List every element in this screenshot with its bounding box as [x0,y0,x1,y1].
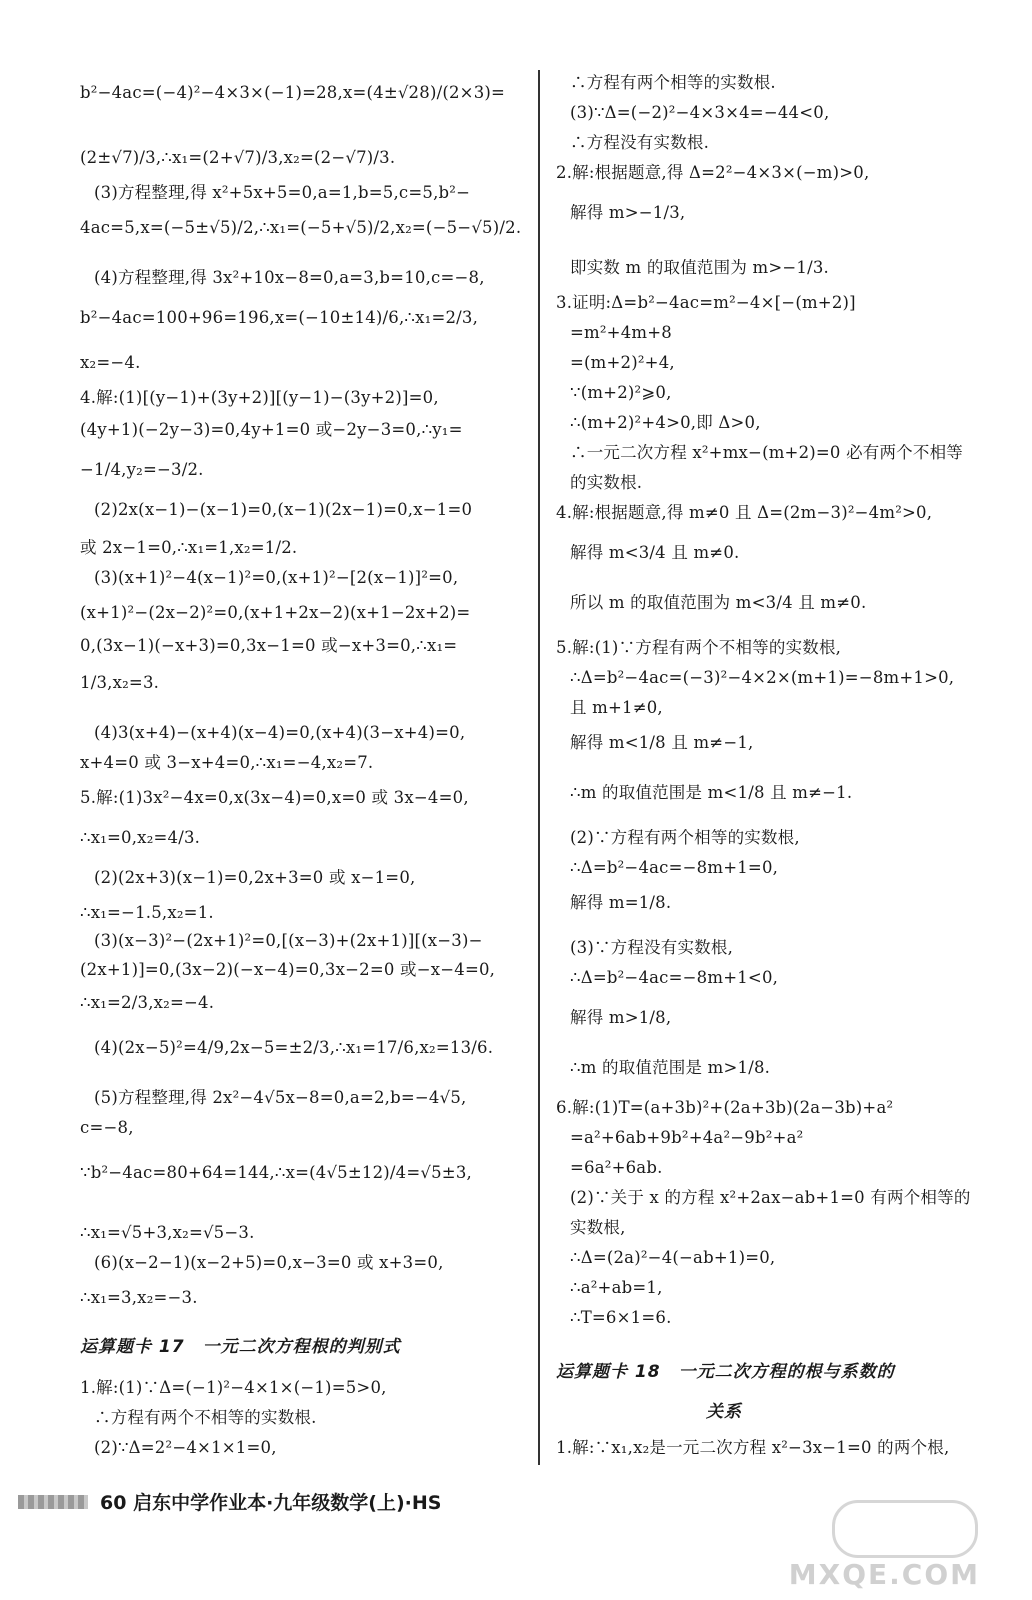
right-line: =m²+4m+8 [570,323,672,342]
left-line: ∴x₁=3,x₂=−3. [80,1288,198,1307]
right-line: 的实数根. [570,473,643,492]
left-line: (4)3(x+4)−(x+4)(x−4)=0,(x+4)(3−x+4)=0, [94,723,466,742]
left-line: (x+1)²−(2x−2)²=0,(x+1+2x−2)(x+1−2x+2)= [80,603,471,622]
left-line: x₂=−4. [80,353,141,372]
footer-title [100,1488,441,1515]
right-line: 解得 m<3/4 且 m≠0. [570,543,740,562]
right-line: ∴Δ=(2a)²−4(−ab+1)=0, [570,1248,776,1267]
right-line: 2.解:根据题意,得 Δ=2²−4×3×(−m)>0, [556,163,870,182]
right-line: ∴T=6×1=6. [570,1308,672,1327]
left-line: (6)(x−2−1)(x−2+5)=0,x−3=0 或 x+3=0, [94,1253,444,1272]
right-line: =a²+6ab+9b²+4a²−9b²+a² [570,1128,804,1147]
right-line: ∴Δ=b²−4ac=−8m+1<0, [570,968,779,987]
left-line: ∴x₁=2/3,x₂=−4. [80,993,215,1012]
right-line: 解得 m<1/8 且 m≠−1, [570,733,754,752]
right-line: 即实数 m 的取值范围为 m>−1/3. [570,258,829,277]
right-line: 5.解:(1)∵方程有两个不相等的实数根, [556,638,842,657]
left-line: ∴x₁=0,x₂=4/3. [80,828,201,847]
left-line: (4y+1)(−2y−3)=0,4y+1=0 或−2y−3=0,∴y₁= [80,420,463,439]
left-line: ∴方程有两个不相等的实数根. [94,1408,317,1427]
left-line: 0,(3x−1)(−x+3)=0,3x−1=0 或−x+3=0,∴x₁= [80,636,458,655]
left-line: 5.解:(1)3x²−4x=0,x(3x−4)=0,x=0 或 3x−4=0, [80,788,469,807]
left-line: ∴x₁=√5+3,x₂=√5−3. [80,1223,255,1242]
right-line: (3)∵方程没有实数根, [570,938,734,957]
right-line: ∴m 的取值范围是 m>1/8. [570,1058,771,1077]
right-line: 所以 m 的取值范围为 m<3/4 且 m≠0. [570,593,867,612]
left-line: 1.解:(1)∵Δ=(−1)²−4×1×(−1)=5>0, [80,1378,387,1397]
left-line: (4)(2x−5)²=4/9,2x−5=±2/3,∴x₁=17/6,x₂=13/6. [94,1038,494,1057]
left-line: ∵b²−4ac=80+64=144,∴x=(4√5±12)/4=√5±3, [80,1163,472,1182]
watermark-text: MXQE.COM [788,1558,980,1591]
right-line: ∴一元二次方程 x²+mx−(m+2)=0 必有两个不相等 [570,443,963,462]
right-line: 4.解:根据题意,得 m≠0 且 Δ=(2m−3)²−4m²>0, [556,503,933,522]
right-line: ∵(m+2)²⩾0, [570,383,672,402]
left-line: (4)方程整理,得 3x²+10x−8=0,a=3,b=10,c=−8, [94,268,485,287]
watermark [788,1500,1002,1591]
right-line: 6.解:(1)T=(a+3b)²+(2a+3b)(2a−3b)+a² [556,1098,894,1117]
left-line: c=−8, [80,1118,134,1137]
left-line: (2)2x(x−1)−(x−1)=0,(x−1)(2x−1)=0,x−1=0 [94,500,473,519]
right-line: (3)∵Δ=(−2)²−4×3×4=−44<0, [570,103,830,122]
section-heading-17: 运算题卡 17 一元二次方程根的判别式 [80,1337,401,1357]
right-line: =6a²+6ab. [570,1158,663,1177]
footer-decoration [18,1495,88,1509]
column-divider [538,70,540,1465]
left-line: x+4=0 或 3−x+4=0,∴x₁=−4,x₂=7. [80,753,374,772]
right-line: 解得 m=1/8. [570,893,672,912]
page-number: 60 [100,1492,127,1514]
left-line: ∴x₁=−1.5,x₂=1. [80,903,214,922]
left-line: −1/4,y₂=−3/2. [80,460,204,479]
left-line: (3)方程整理,得 x²+5x+5=0,a=1,b=5,c=5,b²− [94,183,471,202]
right-line: 3.证明:Δ=b²−4ac=m²−4×[−(m+2)] [556,293,856,312]
left-line: 或 2x−1=0,∴x₁=1,x₂=1/2. [80,538,298,557]
right-line: 1.解:∵x₁,x₂是一元二次方程 x²−3x−1=0 的两个根, [556,1438,950,1457]
watermark-seal-icon [832,1500,978,1558]
right-line: (2)∵方程有两个相等的实数根, [570,828,800,847]
left-line: (2±√7)/3,∴x₁=(2+√7)/3,x₂=(2−√7)/3. [80,148,396,167]
left-line: (2x+1)]=0,(3x−2)(−x−4)=0,3x−2=0 或−x−4=0, [80,960,496,979]
right-line: ∴方程没有实数根. [570,133,710,152]
right-line: =(m+2)²+4, [570,353,675,372]
right-line: ∴a²+ab=1, [570,1278,663,1297]
left-line: (3)(x−3)²−(2x+1)²=0,[(x−3)+(2x+1)][(x−3)− [94,931,483,950]
right-line: 解得 m>−1/3, [570,203,686,222]
section-heading-18-cont: 关系 [706,1402,742,1422]
right-line: ∴m 的取值范围是 m<1/8 且 m≠−1. [570,783,853,802]
right-line: ∴Δ=b²−4ac=(−3)²−4×2×(m+1)=−8m+1>0, [570,668,955,687]
left-line: b²−4ac=100+96=196,x=(−10±14)/6,∴x₁=2/3, [80,308,479,327]
left-line: 4.解:(1)[(y−1)+(3y+2)][(y−1)−(3y+2)]=0, [80,388,439,407]
right-line: 且 m+1≠0, [570,698,663,717]
right-line: ∴方程有两个相等的实数根. [570,73,776,92]
left-line: (2)∵Δ=2²−4×1×1=0, [94,1438,277,1457]
left-line: (2)(2x+3)(x−1)=0,2x+3=0 或 x−1=0, [94,868,416,887]
right-line: 实数根, [570,1218,626,1237]
left-line: 1/3,x₂=3. [80,673,160,692]
section-heading-18: 运算题卡 18 一元二次方程的根与系数的 [556,1362,895,1382]
right-line: (2)∵关于 x 的方程 x²+2ax−ab+1=0 有两个相等的 [570,1188,971,1207]
left-line: (3)(x+1)²−4(x−1)²=0,(x+1)²−[2(x−1)]²=0, [94,568,459,587]
right-line: ∴(m+2)²+4>0,即 Δ>0, [570,413,761,432]
book-title: 启东中学作业本·九年级数学(上)·HS [133,1492,442,1514]
right-line: ∴Δ=b²−4ac=−8m+1=0, [570,858,779,877]
left-line: 4ac=5,x=(−5±√5)/2,∴x₁=(−5+√5)/2,x₂=(−5−√5)/2. [80,218,522,237]
right-line: 解得 m>1/8, [570,1008,672,1027]
left-line: b²−4ac=(−4)²−4×3×(−1)=28,x=(4±√28)/(2×3)= [80,83,506,102]
left-line: (5)方程整理,得 2x²−4√5x−8=0,a=2,b=−4√5, [94,1088,467,1107]
